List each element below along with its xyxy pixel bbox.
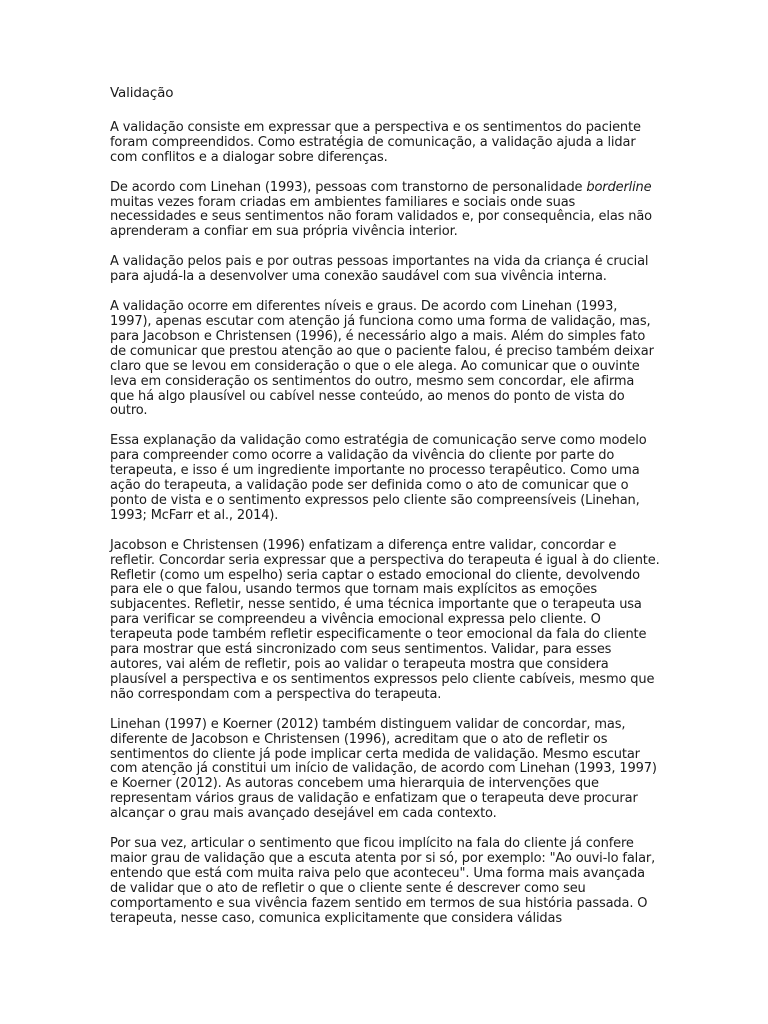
paragraph-3: A validação pelos pais e por outras pessoas importantes na vida da criança é crucial para ajudá-la a desenvolver uma conexão saudável com sua vivência interna. bbox=[110, 254, 649, 285]
page-title: Validação bbox=[110, 85, 174, 101]
paragraph-6: Jacobson e Christensen (1996) enfatizam a diferença entre validar, concordar e refletir. Concordar seria expressar que a perspectiva do terapeuta é igual à do cliente. Refletir (como um espelho) seria captar o estado emocional do cliente, devolvendo para ele o que falou, usando termos que tornam mais explícitos as emoções subjacentes. Refletir, nesse sentido, é uma técnica importante que o terapeuta usa para verificar se compreendeu a vivência emocional expressa pelo cliente. O terapeuta pode também refletir especificamente o teor emocional da fala do cliente para mostrar que está sincronizado com seus sentimentos. Validar, para esses autores, vai além de refletir, pois ao validar o terapeuta mostra que considera plausível a perspectiva e os sentimentos expressos pelo cliente cabíveis, mesmo que não correspondam com a perspectiva do terapeuta. bbox=[110, 537, 660, 702]
document-page bbox=[110, 86, 660, 942]
paragraph-8: Por sua vez, articular o sentimento que ficou implícito na fala do cliente já confere maior grau de validação que a escuta atenta por si só, por exemplo: "Ao ouvi-lo falar, entendo que está com muita raiva pelo que aconteceu". Uma forma mais avançada de validar que o ato de refletir o que o cliente sente é descrever como seu comportamento e sua vivência fazem sentido em termos de sua história passada. O terapeuta, nesse caso, comunica explicitamente que considera válidas bbox=[110, 836, 656, 926]
paragraph-2 bbox=[110, 181, 660, 241]
paragraph-2-italic-term: borderline bbox=[586, 179, 652, 195]
paragraph-7: Linehan (1997) e Koerner (2012) também distinguem validar de concordar, mas, diferente de Jacobson e Christensen (1996), acreditam que o ato de refletir os sentimentos do cliente já pode implicar certa medida de validação. Mesmo escutar com atenção já constitui um início de validação, de acordo com Linehan (1993, 1997) e Koerner (2012). As autoras concebem uma hierarquia de intervenções que representam vários graus de validação e enfatizam que o terapeuta deve procurar alcançar o grau mais avançado desejável em cada contexto. bbox=[110, 716, 657, 822]
paragraph-4: A validação ocorre em diferentes níveis e graus. De acordo com Linehan (1993, 1997), apenas escutar com atenção já funciona como uma forma de validação, mas, para Jacobson e Christensen (1996), é necessário algo a mais. Além do simples fato de comunicar que prestou atenção ao que o paciente falou, é preciso também deixar claro que se levou em consideração o que o ele alega. Ao comunicar que o ouvinte leva em consideração os sentimentos do outro, mesmo sem concordar, ele afirma que há algo plausível ou cabível nesse conteúdo, ao menos do ponto de vista do outro. bbox=[110, 299, 654, 419]
paragraph-2-text-before: De acordo com Linehan (1993), pessoas com transtorno de personalidade bbox=[110, 179, 587, 195]
paragraph-2-text-after: muitas vezes foram criadas em ambientes familiares e sociais onde suas necessidades e seus sentimentos não foram validados e, por consequência, elas não aprenderam a confiar em sua própria vivência interior. bbox=[110, 194, 652, 240]
paragraph-5: Essa explanação da validação como estratégia de comunicação serve como modelo para compreender como ocorre a validação da vivência do cliente por parte do terapeuta, e isso é um ingrediente importante no processo terapêutico. Como uma ação do terapeuta, a validação pode ser definida como o ato de comunicar que o ponto de vista e o sentimento expressos pelo cliente são compreensíveis (Linehan, 1993; McFarr et al., 2014). bbox=[110, 433, 647, 523]
paragraph-1: A validação consiste em expressar que a perspectiva e os sentimentos do paciente foram compreendidos. Como estratégia de comunicação, a validação ajuda a lidar com conflitos e a dialogar sobre diferenças. bbox=[110, 119, 641, 165]
